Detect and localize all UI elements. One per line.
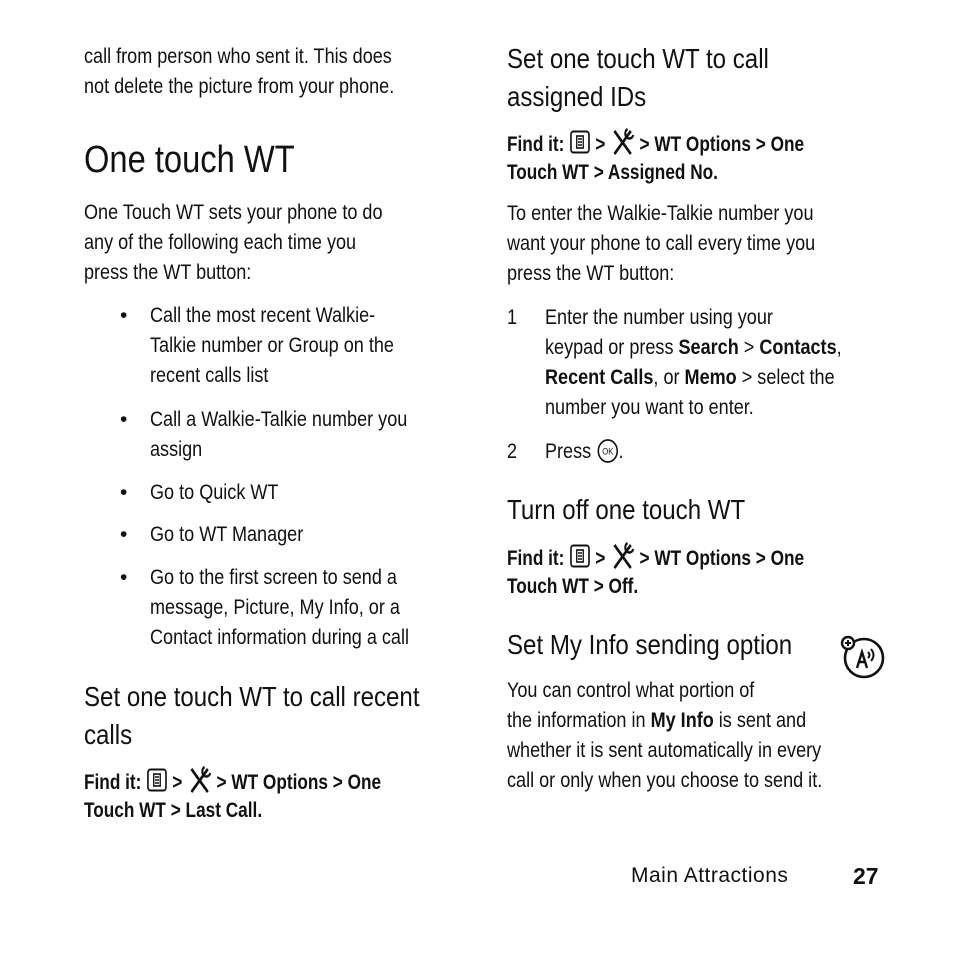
menu-key-icon (569, 130, 590, 154)
settings-tools-icon (187, 765, 212, 795)
step-number: 1 (507, 306, 518, 329)
list-item: recent calls list (150, 364, 269, 387)
bullet-glyph: • (120, 408, 128, 431)
footer-section-label: Main Attractions (631, 864, 789, 887)
paragraph-line: press the WT button: (507, 262, 675, 285)
section-heading: Set one touch WT to call recent (84, 681, 420, 712)
bullet-glyph: • (120, 304, 128, 327)
paragraph-line: whether it is sent automatically in every (507, 739, 822, 762)
intro-line: not delete the picture from your phone. (84, 75, 395, 98)
list-item: message, Picture, My Info, or a (150, 596, 400, 619)
section-heading: assigned IDs (507, 81, 647, 112)
intro-line: call from person who sent it. This does (84, 45, 392, 68)
find-it-path: Find it: > > WT Options > One (84, 765, 381, 798)
list-item: Talkie number or Group on the (150, 334, 394, 357)
page-title: One touch WT (84, 139, 295, 181)
step-text: Recent Calls, or Memo > select the (545, 366, 835, 389)
paragraph-line: press the WT button: (84, 261, 252, 284)
menu-key-icon (569, 544, 590, 568)
page-number: 27 (853, 863, 879, 889)
paragraph-line: One Touch WT sets your phone to do (84, 201, 383, 224)
paragraph-line: You can control what portion of (507, 679, 755, 702)
list-item: Call the most recent Walkie- (150, 304, 376, 327)
list-item: assign (150, 438, 203, 461)
list-item: Go to Quick WT (150, 481, 279, 504)
bullet-glyph: • (120, 481, 128, 504)
step-text: number you want to enter. (545, 396, 754, 419)
paragraph-line: To enter the Walkie-Talkie number you (507, 202, 814, 225)
step-text: keypad or press Search > Contacts, (545, 336, 842, 359)
find-it-path: Touch WT > Last Call. (84, 799, 263, 822)
list-item: Contact information during a call (150, 626, 410, 649)
paragraph-line: want your phone to call every time you (507, 232, 816, 255)
find-it-path: Touch WT > Assigned No. (507, 161, 718, 184)
section-heading: calls (84, 719, 133, 750)
find-it-path: Touch WT > Off. (507, 575, 639, 598)
section-heading: Set My Info sending option (507, 629, 793, 660)
list-item: Call a Walkie-Talkie number you (150, 408, 408, 431)
paragraph-line: call or only when you choose to send it. (507, 769, 823, 792)
step-text: Enter the number using your (545, 306, 773, 329)
settings-tools-icon (610, 541, 635, 571)
bullet-glyph: • (120, 523, 128, 546)
find-it-path: Find it: > > WT Options > One (507, 127, 804, 160)
list-item: Go to the first screen to send a (150, 566, 397, 589)
bullet-glyph: • (120, 566, 128, 589)
paragraph-line: the information in My Info is sent and (507, 709, 807, 732)
section-heading: Set one touch WT to call (507, 43, 769, 74)
find-it-path: Find it: > > WT Options > One (507, 541, 804, 574)
section-heading: Turn off one touch WT (507, 494, 746, 525)
step-number: 2 (507, 440, 518, 463)
menu-key-icon (146, 768, 167, 792)
svg-text:OK: OK (601, 445, 613, 457)
my-info-feature-icon (838, 632, 886, 680)
paragraph-line: any of the following each time you (84, 231, 357, 254)
ok-key-icon (596, 438, 618, 464)
settings-tools-icon (610, 127, 635, 157)
step-text: Press OK . (545, 440, 624, 463)
list-item: Go to WT Manager (150, 523, 304, 546)
